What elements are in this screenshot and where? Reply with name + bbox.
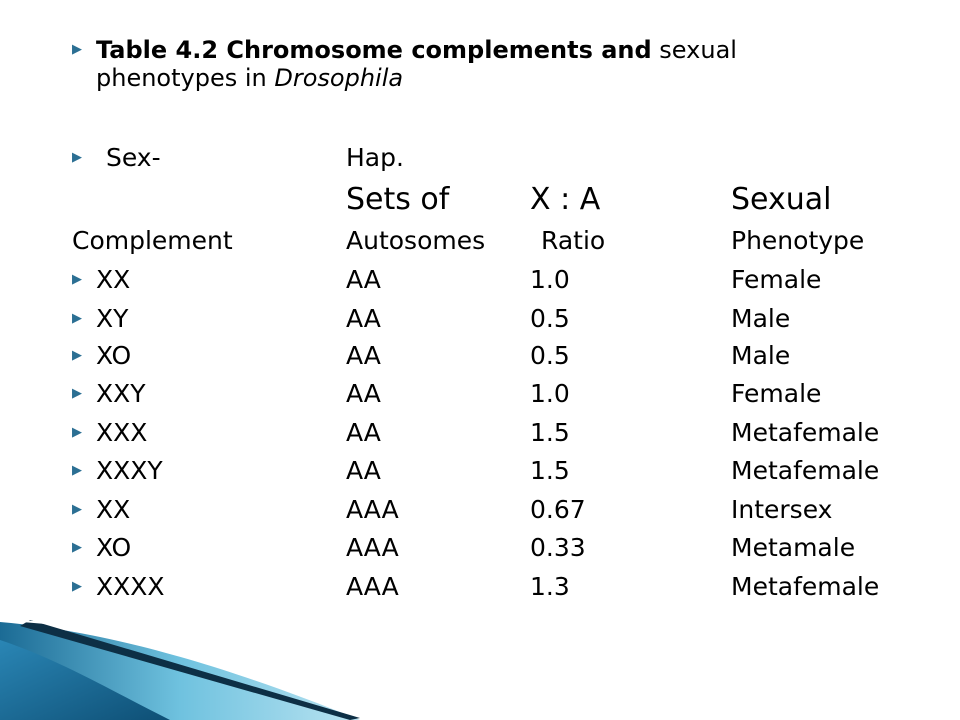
cell-complement: XY — [96, 304, 129, 333]
header-row-2 — [0, 180, 960, 220]
header-phenotype-label: Phenotype — [731, 226, 865, 255]
cell-autosomes: AAA — [346, 533, 399, 562]
title-plain-text: sexual phenotypes in — [96, 36, 737, 92]
cell-ratio: 1.3 — [530, 572, 570, 601]
cell-phenotype: Intersex — [731, 495, 833, 524]
row-bullet-icon: ▶ — [72, 540, 82, 555]
header-sets-of-label: Sets of — [346, 182, 450, 217]
cell-autosomes: AA — [346, 418, 381, 447]
cell-phenotype: Metafemale — [731, 418, 880, 447]
cell-phenotype: Male — [731, 341, 791, 370]
corner-wave-decoration — [0, 600, 380, 720]
row-bullet-icon: ▶ — [72, 579, 82, 594]
cell-autosomes: AA — [346, 304, 381, 333]
cell-phenotype: Metafemale — [731, 456, 880, 485]
row-bullet-icon: ▶ — [72, 386, 82, 401]
header-hap-label: Hap. — [346, 143, 404, 172]
cell-phenotype: Metamale — [731, 533, 856, 562]
cell-complement: XO — [96, 533, 132, 562]
cell-ratio: 1.5 — [530, 456, 570, 485]
header-sexual-label: Sexual — [731, 182, 832, 217]
slide-title — [96, 36, 876, 92]
table-row — [0, 374, 960, 414]
title-bullet-icon: ▶ — [72, 42, 82, 57]
row-bullet-icon: ▶ — [72, 425, 82, 440]
header-bullet-icon: ▶ — [72, 150, 82, 165]
cell-phenotype: Female — [731, 265, 822, 294]
cell-phenotype: Metafemale — [731, 572, 880, 601]
table-row — [0, 413, 960, 453]
row-bullet-icon: ▶ — [72, 311, 82, 326]
cell-phenotype: Female — [731, 379, 822, 408]
cell-autosomes: AA — [346, 456, 381, 485]
table-row — [0, 490, 960, 530]
cell-autosomes: AA — [346, 265, 381, 294]
table-row — [0, 299, 960, 339]
cell-complement: XX — [96, 265, 131, 294]
cell-complement: XXY — [96, 379, 146, 408]
header-complement-label: Complement — [72, 226, 233, 255]
header-xa-label: X : A — [530, 182, 601, 217]
cell-autosomes: AA — [346, 379, 381, 408]
cell-ratio: 0.5 — [530, 341, 570, 370]
cell-ratio: 0.33 — [530, 533, 586, 562]
cell-ratio: 0.5 — [530, 304, 570, 333]
header-sex-label: Sex- — [106, 143, 161, 172]
row-bullet-icon: ▶ — [72, 463, 82, 478]
cell-ratio: 1.5 — [530, 418, 570, 447]
cell-complement: XX — [96, 495, 131, 524]
row-bullet-icon: ▶ — [72, 502, 82, 517]
header-row-1 — [0, 138, 960, 178]
cell-phenotype: Male — [731, 304, 791, 333]
cell-autosomes: AAA — [346, 572, 399, 601]
cell-ratio: 0.67 — [530, 495, 586, 524]
cell-ratio: 1.0 — [530, 265, 570, 294]
cell-autosomes: AA — [346, 341, 381, 370]
row-bullet-icon: ▶ — [72, 348, 82, 363]
cell-complement: XXXX — [96, 572, 165, 601]
cell-complement: XXX — [96, 418, 148, 447]
table-row — [0, 260, 960, 300]
table-row — [0, 336, 960, 376]
cell-ratio: 1.0 — [530, 379, 570, 408]
table-row — [0, 451, 960, 491]
header-row-3 — [0, 221, 960, 261]
row-bullet-icon: ▶ — [72, 272, 82, 287]
cell-complement: XO — [96, 341, 132, 370]
header-ratio-label: Ratio — [541, 226, 606, 255]
header-autosomes-label: Autosomes — [346, 226, 486, 255]
table-row — [0, 528, 960, 568]
cell-complement: XXXY — [96, 456, 163, 485]
title-bold-text: Table 4.2 Chromosome complements and — [96, 36, 652, 64]
title-italic-text: Drosophila — [274, 64, 404, 92]
cell-autosomes: AAA — [346, 495, 399, 524]
